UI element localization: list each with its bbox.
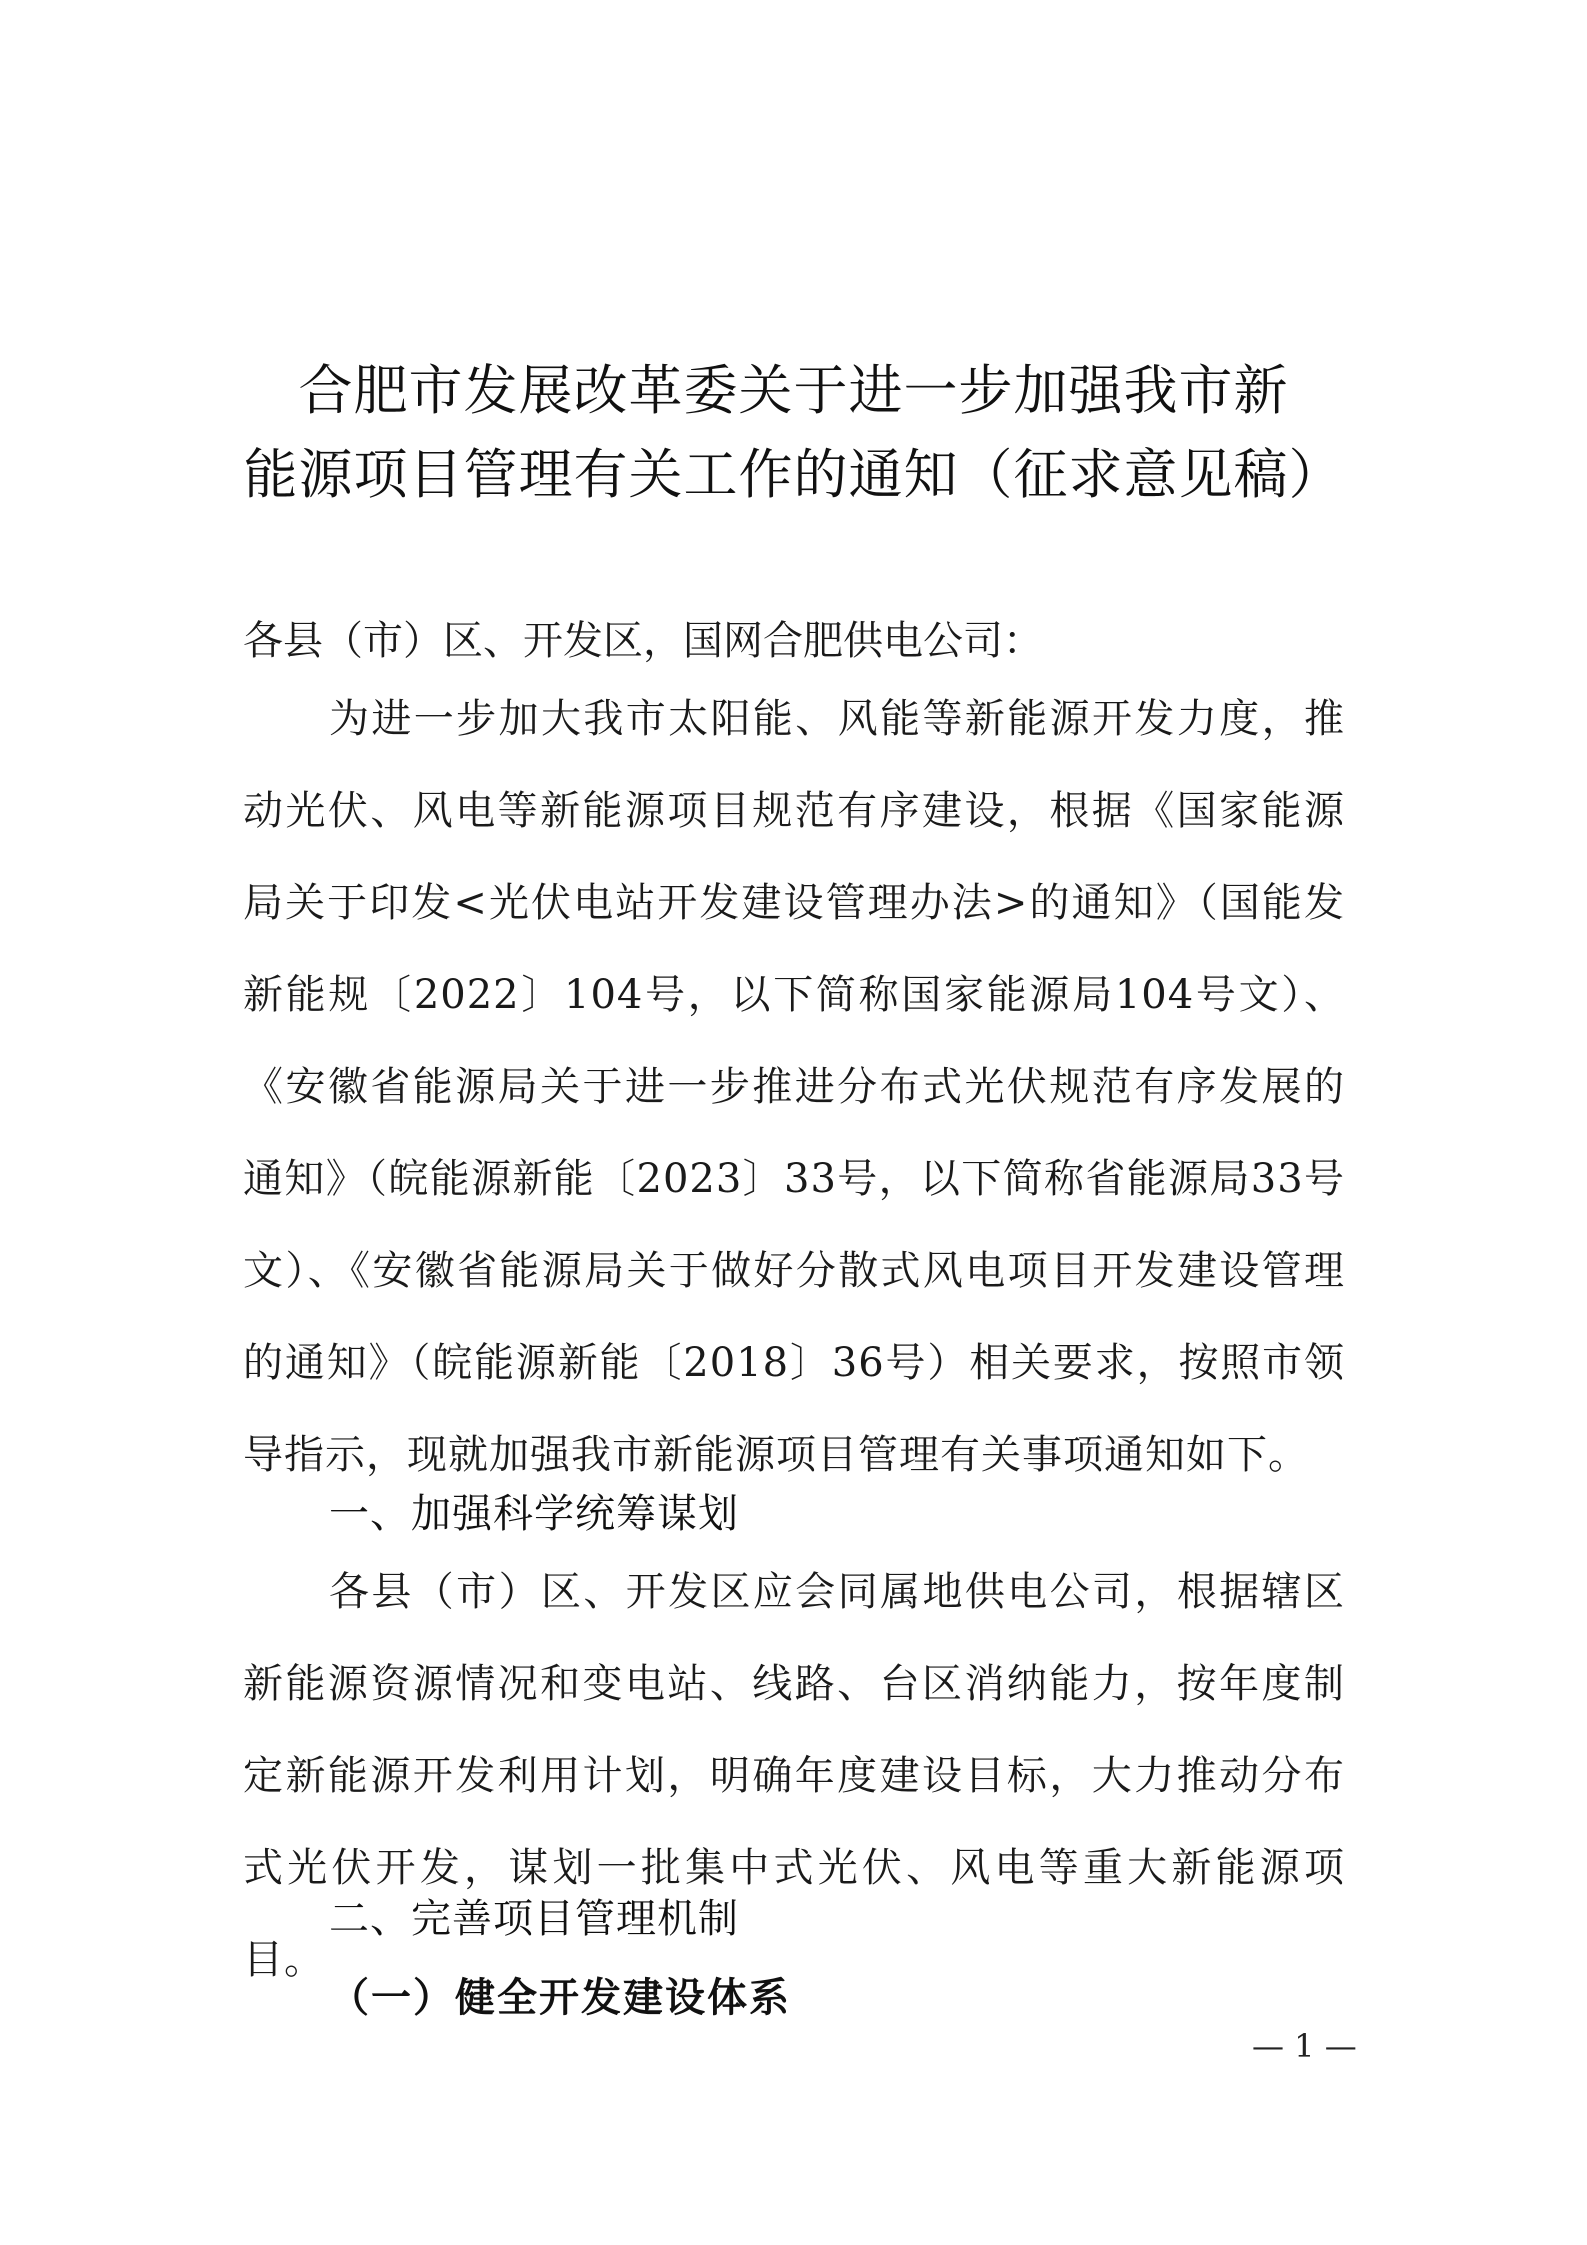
document-title-line-1: 合肥市发展改革委关于进一步加强我市新 xyxy=(298,359,1289,422)
section-heading-1: 一、加强科学统筹谋划 xyxy=(329,1491,739,1537)
document-title-line-2: 能源项目管理有关工作的通知（征求意见稿） xyxy=(243,443,1344,506)
section-heading-2: 二、完善项目管理机制 xyxy=(329,1896,739,1942)
paragraph-section-1: 各县（市）区、开发区应会同属地供电公司，根据辖区新能源资源情况和变电站、线路、台区消纳能力，按年度制定新能源开发利用计划，明确年度建设目标，大力推动分布式光伏开发，谋划一批集中式光伏、风电等重大新能源项目。 xyxy=(243,1569,1345,1983)
salutation: 各县（市）区、开发区，国网合肥供电公司： xyxy=(243,618,1043,664)
subsection-heading-1: （一）健全开发建设体系 xyxy=(329,1974,791,2021)
paragraph-intro: 为进一步加大我市太阳能、风能等新能源开发力度，推动光伏、风电等新能源项目规范有序建设，根据《国家能源局关于印发<光伏电站开发建设管理办法>的通知》（国能发新能规〔2022〕104号，以下简称国家能源局104号文）、《安徽省能源局关于进一步推进分布式光伏规范有序发展的通知》（皖能源新能〔2023〕33号，以下简称省能源局33号文）、《安徽省能源局关于做好分散式风电项目开发建设管理的通知》（皖能源新能〔2018〕36号）相关要求，按照市领导指示，现就加强我市新能源项目管理有关事项通知如下。 xyxy=(243,696,1345,1478)
page-number: — 1 — xyxy=(1252,2027,1357,2065)
